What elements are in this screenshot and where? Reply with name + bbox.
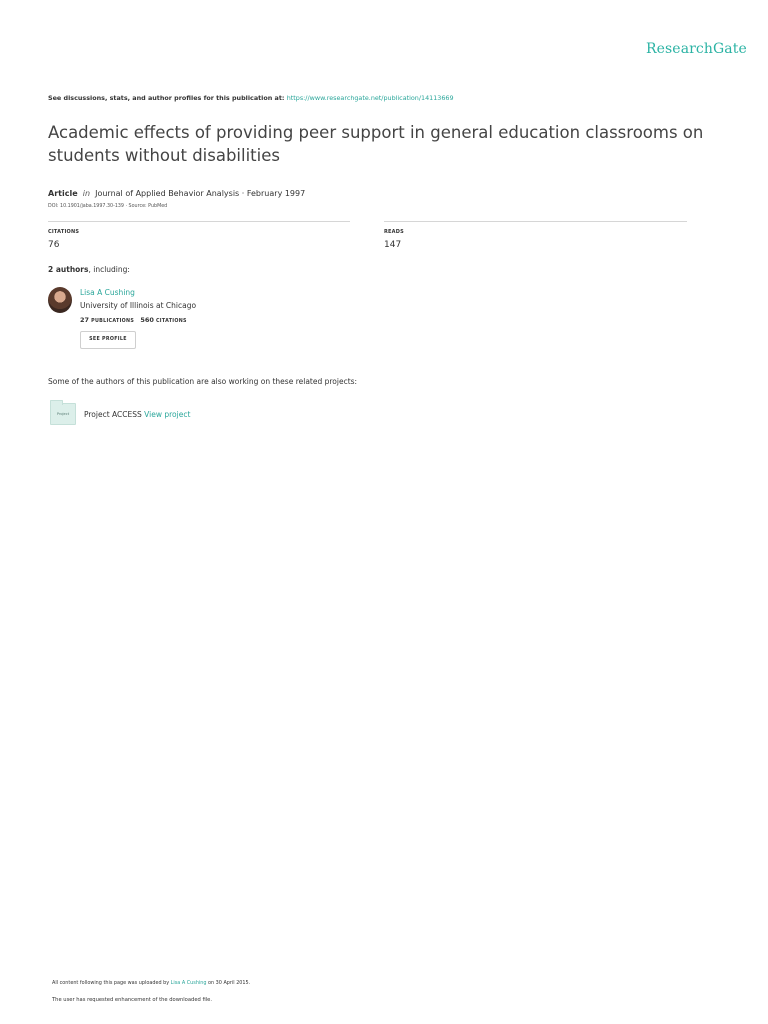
project-icon-label: Project (56, 412, 70, 416)
upload-note (52, 980, 250, 986)
upload-suffix: on 30 April 2015. (206, 980, 251, 986)
article-type: Article (48, 189, 78, 198)
folder-tab (50, 400, 63, 405)
enhancement-note: The user has requested enhancement of the downloaded file. (52, 997, 213, 1003)
author-citations-count: 560 (140, 316, 154, 324)
authors-count: 2 authors (48, 265, 89, 274)
publication-link[interactable]: https://www.researchgate.net/publication/14113669 (286, 94, 454, 102)
authors-including: , including: (88, 265, 130, 274)
project-folder-icon (50, 403, 76, 425)
discussions-prefix: See discussions, stats, and author profiles for this publication at: (48, 94, 287, 102)
author-name-link[interactable]: Lisa A Cushing (80, 288, 135, 297)
divider-reads (384, 221, 687, 222)
author-stats (80, 316, 187, 324)
upload-prefix: All content following this page was uploaded by (52, 980, 171, 986)
view-project-link[interactable]: View project (144, 410, 191, 419)
doi-line: DOI: 10.1901/jaba.1997.30-139 · Source: PubMed (48, 204, 168, 209)
citations-label: CITATIONS (48, 229, 80, 235)
author-institution: University of Illinois at Chicago (80, 301, 197, 310)
project-name: Project ACCESS (84, 410, 142, 419)
author-citations-label: CITATIONS (155, 319, 187, 324)
see-profile-button[interactable]: SEE PROFILE (80, 331, 136, 349)
citations-value: 76 (48, 240, 60, 250)
publication-title: Academic effects of providing peer support in general education classrooms on students without disabilities (48, 123, 704, 165)
reads-label: READS (384, 229, 404, 235)
uploader-link[interactable]: Lisa A Cushing (170, 980, 207, 986)
researchgate-logo[interactable]: ResearchGate (646, 41, 747, 57)
author-avatar[interactable] (48, 287, 72, 313)
publications-label: PUBLICATIONS (91, 319, 135, 324)
discussions-line (48, 94, 454, 102)
authors-count-line (48, 265, 130, 274)
project-item (84, 410, 190, 419)
divider-citations (48, 221, 350, 222)
in-word: in (82, 189, 91, 198)
reads-value: 147 (384, 240, 402, 250)
journal-line: Journal of Applied Behavior Analysis · February 1997 (95, 189, 306, 198)
publications-count: 27 (80, 316, 90, 324)
article-meta (48, 189, 305, 198)
projects-intro: Some of the authors of this publication are also working on these related projects: (48, 377, 358, 386)
